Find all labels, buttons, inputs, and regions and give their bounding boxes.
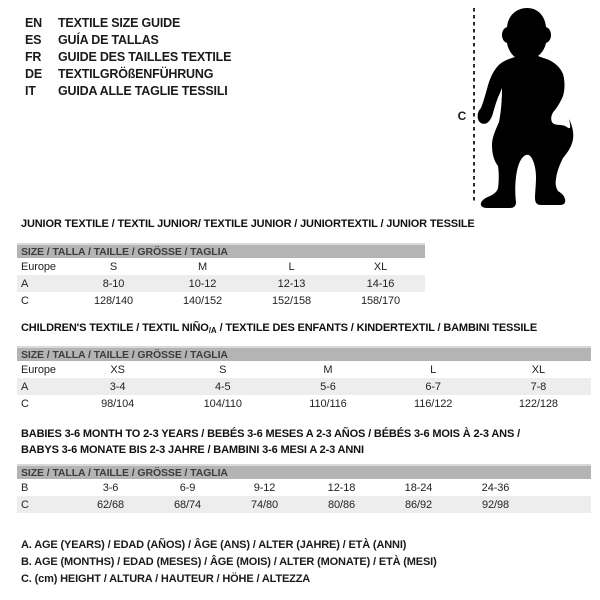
- size-cell: 3-4: [65, 378, 170, 395]
- size-header-cell: SIZE / TALLA / TAILLE / GRÖSSE / TAGLIA: [17, 347, 591, 361]
- row-label-cell: Europe: [21, 363, 56, 376]
- size-cell: M: [323, 363, 333, 376]
- babies-table-title: [21, 426, 520, 458]
- size-cell: 10-12: [158, 275, 247, 292]
- language-row-it: [25, 83, 231, 100]
- children-title-post: / TEXTILE DES ENFANTS / KINDERTEXTIL / BAMBINI TESSILE: [216, 322, 538, 334]
- table-row: [17, 395, 591, 412]
- size-cell: 98/104: [101, 397, 135, 410]
- children-title-sub: /A: [208, 326, 217, 335]
- toddler-silhouette-figure: [470, 4, 600, 214]
- size-cell: 158/170: [360, 294, 401, 307]
- size-cell: 122/128: [518, 397, 558, 410]
- size-header-cell: SIZE / TALLA / TAILLE / GRÖSSE / TAGLIA: [17, 244, 425, 258]
- row-label-cell: C: [21, 397, 29, 410]
- size-cell: 110/116: [309, 397, 347, 410]
- junior-size-table: [17, 243, 425, 309]
- table-row: [17, 496, 591, 513]
- size-cell: XL: [373, 260, 388, 273]
- filler-cell: [534, 496, 591, 513]
- size-cell: 7-8: [486, 378, 591, 395]
- table-row: [17, 361, 591, 378]
- size-cell: M: [197, 260, 208, 273]
- language-code: DE: [25, 67, 42, 81]
- size-cell: 116/122: [414, 397, 453, 410]
- size-cell: 6-9: [179, 481, 196, 494]
- language-row-fr: [25, 49, 231, 66]
- table-row: [17, 275, 425, 292]
- table-row: [17, 244, 425, 258]
- size-cell: 14-16: [336, 275, 425, 292]
- children-title-pre: CHILDREN'S TEXTILE / TEXTIL NIÑO: [21, 322, 209, 334]
- table-row: [17, 378, 591, 395]
- size-cell: 74/80: [226, 496, 303, 513]
- legend-line-b: B. AGE (MONTHS) / EDAD (MESES) / ÂGE (MOIS) / ALTER (MONATE) / ETÀ (MESI): [21, 556, 437, 568]
- toddler-silhouette-icon: [478, 8, 574, 208]
- language-row-es: [25, 32, 231, 49]
- size-cell: XL: [531, 363, 545, 376]
- size-cell: L: [430, 363, 437, 376]
- row-label-cell: Europe: [21, 260, 56, 273]
- babies-title-line2: BABYS 3-6 MONATE BIS 2-3 JAHRE / BAMBINI 3-6 MESI A 2-3 ANNI: [21, 444, 364, 456]
- row-label-cell: B: [21, 481, 29, 494]
- height-measure-label: C: [457, 109, 467, 123]
- language-row-de: [25, 66, 231, 83]
- size-cell: 62/68: [72, 496, 149, 513]
- table-row: [17, 258, 425, 275]
- size-cell: 80/86: [303, 496, 380, 513]
- table-row: [17, 479, 591, 496]
- filler-cell: [534, 479, 591, 496]
- size-cell: L: [288, 260, 295, 273]
- legend-line-c: C. (cm) HEIGHT / ALTURA / HAUTEUR / HÖHE / ALTEZZA: [21, 573, 311, 585]
- language-code: EN: [25, 16, 42, 30]
- size-header-cell: SIZE / TALLA / TAILLE / GRÖSSE / TAGLIA: [17, 465, 591, 479]
- language-header: [25, 15, 231, 100]
- language-code: FR: [25, 50, 42, 64]
- language-row-en: [25, 15, 231, 32]
- table-row: [17, 292, 425, 309]
- size-cell: 6-7: [381, 378, 486, 395]
- size-cell: 5-6: [275, 378, 380, 395]
- language-title: GUIDE DES TAILLES TEXTILE: [58, 50, 232, 64]
- size-cell: 92/98: [457, 496, 534, 513]
- row-label-cell: C: [17, 496, 72, 513]
- language-code: IT: [25, 84, 36, 98]
- size-cell: 4-5: [170, 378, 275, 395]
- row-label-cell: A: [17, 275, 69, 292]
- babies-title-line1: BABIES 3-6 MONTH TO 2-3 YEARS / BEBÉS 3-6 MESES A 2-3 AÑOS / BÉBÉS 3-6 MOIS À 2-3 ANS /: [21, 428, 520, 440]
- size-cell: 128/140: [93, 294, 134, 307]
- size-cell: 140/152: [182, 294, 223, 307]
- language-title: TEXTILE SIZE GUIDE: [58, 16, 181, 30]
- size-cell: XS: [110, 363, 125, 376]
- size-cell: 152/158: [271, 294, 312, 307]
- table-row: [17, 347, 591, 361]
- language-title: GUÍA DE TALLAS: [58, 33, 159, 47]
- babies-size-table: [17, 464, 591, 513]
- row-label-cell: C: [21, 294, 29, 307]
- row-label-cell: A: [17, 378, 65, 395]
- size-cell: 12-13: [247, 275, 336, 292]
- size-cell: 9-12: [253, 481, 276, 494]
- size-cell: 8-10: [69, 275, 158, 292]
- size-cell: 68/74: [149, 496, 226, 513]
- size-cell: 86/92: [380, 496, 457, 513]
- size-cell: 12-18: [327, 481, 356, 494]
- size-cell: 104/110: [203, 397, 242, 410]
- size-cell: 18-24: [404, 481, 433, 494]
- measure-legend: [21, 537, 437, 588]
- size-cell: S: [109, 260, 118, 273]
- table-row: [17, 465, 591, 479]
- language-title: GUIDA ALLE TAGLIE TESSILI: [58, 84, 228, 98]
- legend-line-a: A. AGE (YEARS) / EDAD (AÑOS) / ÂGE (ANS) / ALTER (JAHRE) / ETÀ (ANNI): [21, 539, 407, 551]
- size-cell: 3-6: [102, 481, 119, 494]
- children-size-table: [17, 346, 591, 412]
- language-title: TEXTILGRÖßENFÜHRUNG: [58, 67, 214, 81]
- language-code: ES: [25, 33, 42, 47]
- junior-table-title: JUNIOR TEXTILE / TEXTIL JUNIOR/ TEXTILE JUNIOR / JUNIORTEXTIL / JUNIOR TESSILE: [21, 218, 475, 230]
- size-cell: 24-36: [481, 481, 510, 494]
- children-table-title: [21, 322, 537, 335]
- size-cell: S: [219, 363, 227, 376]
